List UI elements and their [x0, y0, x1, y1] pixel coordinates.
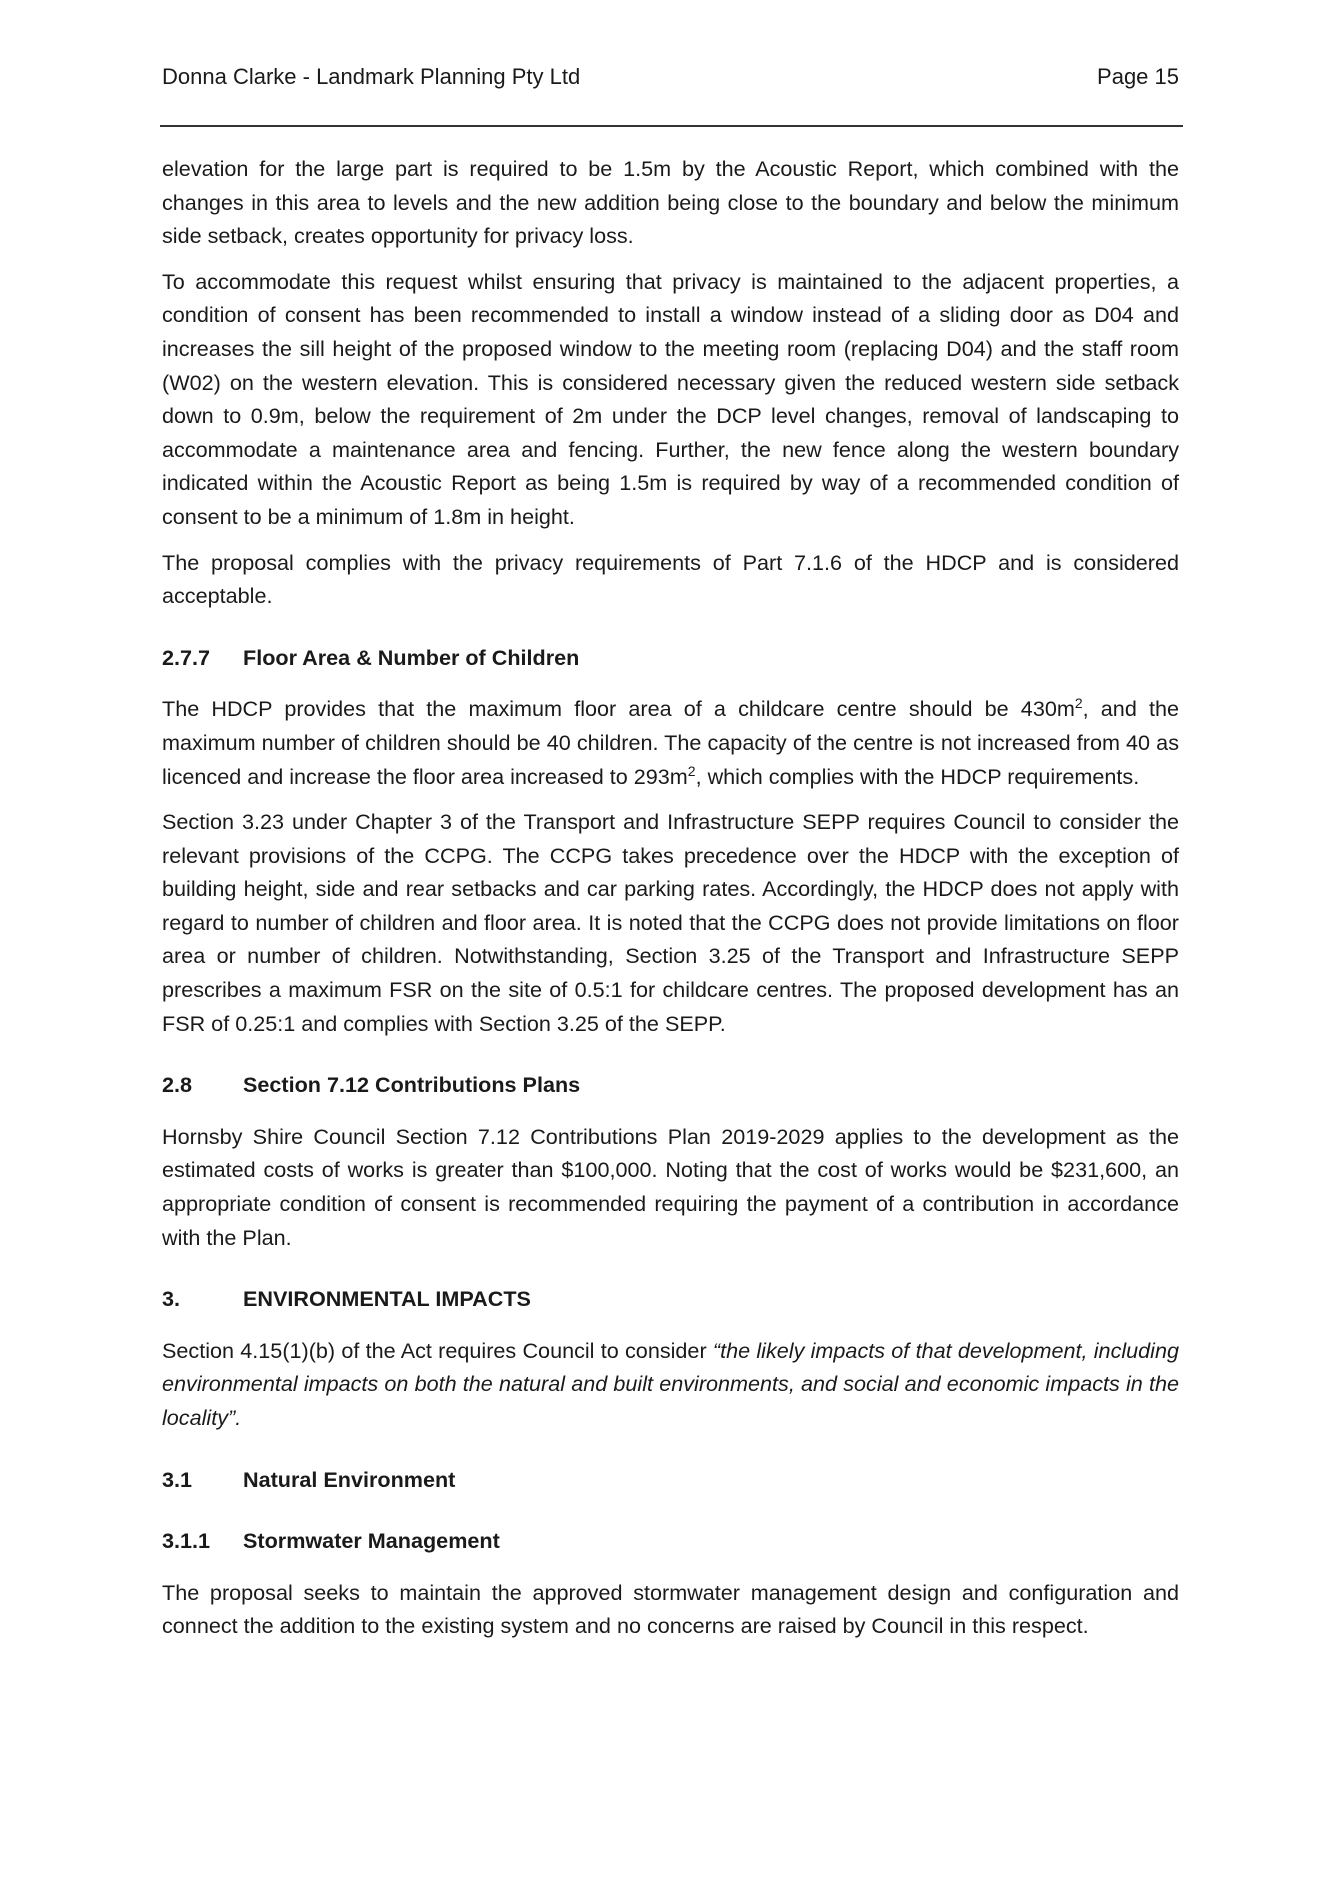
header-divider — [160, 125, 1183, 127]
section-number: 3. — [162, 1286, 181, 1312]
heading-3-1 — [162, 1463, 1179, 1497]
superscript: 2 — [1074, 695, 1083, 712]
paragraph-stormwater: The proposal seeks to maintain the approved stormwater management design and configuration and connect the addition to the existing system and no concerns are raised by Council in this respect. — [162, 1579, 1179, 1639]
text-run: , which complies with the HDCP requirements. — [695, 763, 1140, 789]
section-title: Floor Area & Number of Children — [243, 644, 580, 670]
section-title: Stormwater Management — [243, 1528, 500, 1554]
section-number: 2.7.7 — [162, 644, 211, 670]
paragraph-privacy-3: The proposal complies with the privacy requirements of Part 7.1.6 of the HDCP and is considered acceptable. — [162, 549, 1179, 609]
page-number: Page 15 — [1097, 64, 1179, 89]
section-title: ENVIRONMENTAL IMPACTS — [243, 1286, 531, 1312]
text-run: , and the maximum number of children should be 40 children. The capacity of the centre is not increased from 40 as licenced and increase the floor area increased to 293m — [162, 696, 1180, 789]
section-number: 3.1.1 — [162, 1528, 211, 1554]
paragraph-privacy-1: elevation for the large part is required to be 1.5m by the Acoustic Report, which combined with the changes in this area to levels and the new addition being close to the boundary and below the minimum side setback, creates opportunity for privacy loss. — [162, 156, 1179, 249]
superscript: 2 — [687, 762, 696, 779]
section-title: Section 7.12 Contributions Plans — [243, 1072, 581, 1098]
text-run: Section 4.15(1)(b) of the Act requires Council to consider — [162, 1337, 713, 1363]
header-author: Donna Clarke - Landmark Planning Pty Ltd — [162, 64, 581, 89]
section-title: Natural Environment — [243, 1466, 456, 1492]
section-number: 3.1 — [162, 1466, 193, 1492]
heading-3 — [162, 1282, 1179, 1316]
paragraph-environmental-impacts — [162, 1334, 1179, 1435]
quoted-text: “the likely impacts of that development, including environmental impacts on both the natural and built environments, and social and economic impacts in the locality”. — [162, 1337, 1179, 1430]
paragraph-floor-area-1 — [162, 692, 1179, 793]
paragraph-contributions: Hornsby Shire Council Section 7.12 Contributions Plan 2019-2029 applies to the development as the estimated costs of works is greater than $100,000. Noting that the cost of works would be $231,600, an appropriate condition of consent is recommended requiring the payment of a contribution in accordance with the Plan. — [162, 1123, 1179, 1250]
section-number: 2.8 — [162, 1072, 193, 1098]
document-body — [162, 152, 1179, 1655]
paragraph-floor-area-2: Section 3.23 under Chapter 3 of the Transport and Infrastructure SEPP requires Council to consider the relevant provisions of the CCPG. The CCPG takes precedence over the HDCP with the exception of building height, side and rear setbacks and car parking rates. Accordingly, the HDCP does not apply with regard to number of children and floor area. It is noted that the CCPG does not provide limitations on floor area or number of children. Notwithstanding, Section 3.25 of the Transport and Infrastructure SEPP prescribes a maximum FSR on the site of 0.5:1 for childcare centres. The proposed development has an FSR of 0.25:1 and complies with Section 3.25 of the SEPP. — [162, 809, 1179, 1036]
page-header — [162, 64, 1179, 90]
heading-2-8 — [162, 1068, 1179, 1102]
paragraph-privacy-2: To accommodate this request whilst ensuring that privacy is maintained to the adjacent properties, a condition of consent has been recommended to install a window instead of a sliding door as D04 and increases the sill height of the proposed window to the meeting room (replacing D04) and the staff room (W02) on the western elevation. This is considered necessary given the reduced western side setback down to 0.9m, below the requirement of 2m under the DCP level changes, removal of landscaping to accommodate a maintenance area and fencing. Further, the new fence along the western boundary indicated within the Acoustic Report as being 1.5m is required by way of a recommended condition of consent to be a minimum of 1.8m in height. — [162, 268, 1179, 529]
heading-3-1-1 — [162, 1524, 1179, 1558]
text-run: The HDCP provides that the maximum floor area of a childcare centre should be 430m — [162, 696, 1075, 722]
heading-2-7-7 — [162, 641, 1179, 675]
